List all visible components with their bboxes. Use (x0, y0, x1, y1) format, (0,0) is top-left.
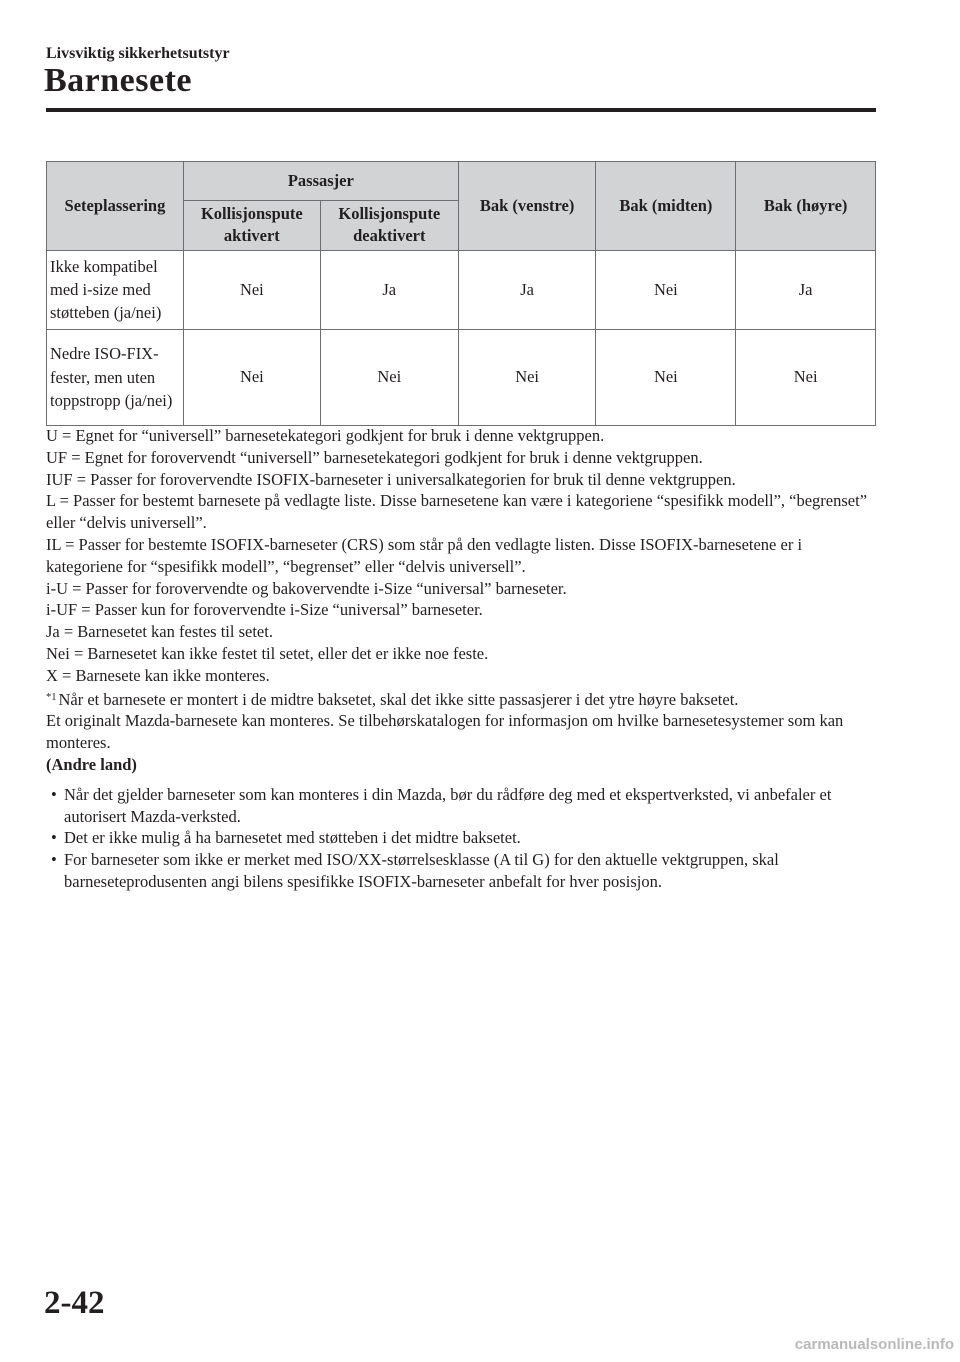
legend-line: Nei = Barnesetet kan ikke festet til setet, eller det er ikke noe feste. (46, 643, 489, 663)
row-label: Ikke kompatibel med i-size med støtteben (ja/nei) (47, 250, 184, 329)
list-item (46, 849, 876, 893)
legend-line: i-UF = Passer kun for forovervendte i-Size “universal” barneseter. (46, 600, 483, 620)
header-seat-position: Seteplassering (47, 162, 184, 251)
footnote-mark: *1 (46, 691, 57, 703)
row-label: Nedre ISO-FIX-fester, men uten toppstropp (ja/nei) (47, 329, 184, 425)
table-cell: Ja (736, 250, 876, 329)
header-passenger: Passasjer (183, 162, 458, 201)
header-airbag-activated: Kollisjonspute aktivert (183, 201, 320, 251)
list-item (46, 784, 876, 828)
table-cell: Nei (320, 329, 458, 425)
table-cell: Nei (596, 250, 736, 329)
bullet-list (46, 784, 876, 893)
table-header-row (47, 162, 876, 201)
table-cell: Nei (596, 329, 736, 425)
legend-line: L = Passer for bestemt barnesete på vedlagte liste. Disse barnesetene kan være i kategoriene “spesifikk modell”, “begrenset” eller “delvis universell”. (46, 491, 868, 533)
header-rear-right: Bak (høyre) (736, 162, 876, 251)
footnote-text: Når et barnesete er montert i de midtre baksetet, skal det ikke sitte passasjerer i det ytre høyre baksetet. (58, 689, 739, 709)
title-rule (46, 108, 876, 112)
table-row (47, 329, 876, 425)
header-rear-left: Bak (venstre) (458, 162, 596, 251)
list-item-text: Det er ikke mulig å ha barnesetet med støtteben i det midtre baksetet. (64, 828, 521, 848)
original-seat-note: Et originalt Mazda-barnesete kan monteres. Se tilbehørskatalogen for informasjon om hvilke barnesetesystemer som kan monteres. (46, 711, 844, 753)
page-number: 2-42 (44, 1285, 105, 1321)
legend-line: IUF = Passer for forovervendte ISOFIX-barneseter i universalkategorien for bruk til denne vektgruppen. (46, 469, 736, 489)
legend-line: X = Barnesete kan ikke monteres. (46, 665, 270, 685)
legend-line: IL = Passer for bestemte ISOFIX-barneseter (CRS) som står på den vedlagte listen. Disse ISOFIX-barnesetene er i kategoriene for “spesifikk modell”, “begrenset” eller “delvis universell”. (46, 534, 803, 576)
list-item (46, 827, 876, 849)
legend-line: Ja = Barnesetet kan festes til setet. (46, 622, 273, 642)
header-airbag-deactivated: Kollisjonspute deaktivert (320, 201, 458, 251)
list-item-text: For barneseter som ikke er merket med ISO/XX-størrelsesklasse (A til G) for den aktuelle vektgruppen, skal barneseteprodusenten angi bilens spesifikke ISOFIX-barneseter anbefalt for hver posisjon. (64, 850, 779, 891)
notes-block (46, 425, 876, 893)
footnote (46, 687, 876, 711)
table-cell: Ja (458, 250, 596, 329)
other-countries-heading: (Andre land) (46, 754, 137, 774)
table-cell: Ja (320, 250, 458, 329)
table-cell: Nei (736, 329, 876, 425)
list-item-text: Når det gjelder barneseter som kan monteres i din Mazda, bør du rådføre deg med et ekspertverksted, vi anbefaler et autorisert Mazda-verksted. (64, 784, 832, 826)
legend-line: U = Egnet for “universell” barnesetekategori godkjent for bruk i denne vektgruppen. (46, 426, 605, 445)
legend-line: i-U = Passer for forovervendte og bakovervendte i-Size “universal” barneseter. (46, 578, 567, 598)
legend-line: UF = Egnet for forovervendt “universell” barnesetekategori godkjent for bruk i denne vektgruppen. (46, 447, 703, 467)
table-row (47, 250, 876, 329)
page-title: Barnesete (44, 62, 193, 99)
table-cell: Nei (183, 329, 320, 425)
bullet-icon: • (51, 828, 57, 848)
table-cell: Nei (458, 329, 596, 425)
bullet-icon: • (51, 850, 57, 870)
table-cell: Nei (183, 250, 320, 329)
bullet-icon: • (51, 784, 57, 804)
watermark: carmanualsonline.info (794, 1336, 954, 1353)
section-label: Livsviktig sikkerhetsutstyr (46, 45, 230, 62)
header-rear-middle: Bak (midten) (596, 162, 736, 251)
compatibility-table (46, 161, 876, 426)
